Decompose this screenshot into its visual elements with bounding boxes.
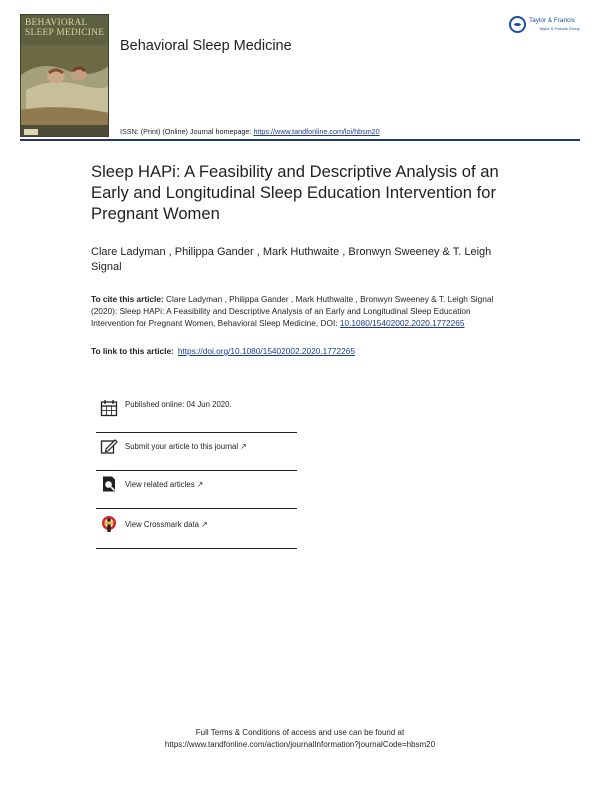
cite-text: Clare Ladyman , Philippa Gander , Mark Huthwaite , Bronwyn Sweeney & T. Leigh Signal (2020): Sleep HAPi: A Feasibility and Descriptive Analysis of an Early and Longitudinal Sleep Education Intervention for Pregnant Women, Behavioral Sleep Medicine, DOI: — [91, 294, 494, 328]
related-articles-label: View related articles — [125, 480, 195, 489]
external-link-icon: ↗ — [196, 480, 204, 489]
article-link-line — [91, 346, 355, 356]
footer-terms-url[interactable]: https://www.tandfonline.com/action/journalInformation?journalCode=hbsm20 — [164, 740, 436, 749]
submit-article-row[interactable] — [96, 433, 297, 471]
issn-text: ISSN: (Print) (Online) Journal homepage: — [120, 127, 254, 136]
edit-icon — [100, 437, 118, 455]
footer-terms-text: Full Terms & Conditions of access and use can be found at — [195, 728, 405, 737]
citation-block — [91, 293, 511, 329]
publisher-logo-icon — [509, 16, 526, 33]
external-link-icon: ↗ — [240, 442, 247, 451]
cover-title-line2: SLEEP MEDICINE — [25, 28, 105, 38]
article-authors: Clare Ladyman , Philippa Gander , Mark Huthwaite , Bronwyn Sweeney & T. Leigh Signal — [91, 246, 492, 273]
published-date: Published online: 04 Jun 2020. — [125, 400, 232, 409]
journal-cover-image — [20, 14, 109, 137]
crossmark-icon — [100, 515, 118, 533]
related-articles-row[interactable] — [96, 471, 297, 509]
publisher-logo-sub: Taylor & Francis Group — [539, 26, 580, 31]
submit-article-label: Submit your article to this journal — [125, 442, 239, 451]
external-link-icon: ↗ — [200, 520, 208, 529]
publisher-logo-text: Taylor & Francis — [529, 17, 575, 24]
cover-title-line1: BEHAVIORAL — [25, 18, 88, 28]
published-row — [96, 395, 297, 433]
submit-article-link[interactable] — [125, 442, 247, 451]
related-articles-icon — [100, 475, 118, 493]
issn-line — [120, 127, 380, 136]
crossmark-label: View Crossmark data — [125, 520, 199, 529]
row-divider — [96, 548, 297, 549]
header-divider — [20, 139, 580, 141]
link-label: To link to this article: — [91, 346, 174, 356]
related-articles-link[interactable] — [125, 480, 203, 489]
journal-homepage-link[interactable]: https://www.tandfonline.com/loi/hbsm20 — [253, 127, 380, 136]
footer — [0, 727, 600, 751]
calendar-icon — [100, 399, 118, 417]
journal-name: Behavioral Sleep Medicine — [120, 38, 292, 54]
cover-title — [25, 18, 107, 38]
cite-doi-link[interactable]: 10.1080/15402002.2020.1772265 — [339, 318, 465, 328]
crossmark-row[interactable] — [96, 511, 297, 549]
cite-label: To cite this article: — [91, 294, 164, 304]
article-title: Sleep HAPi: A Feasibility and Descriptive Analysis of an Early and Longitudinal Sleep Education Intervention for Pregnant Women — [91, 162, 499, 223]
publisher-logo[interactable] — [509, 16, 581, 36]
crossmark-link[interactable] — [125, 520, 208, 529]
row-divider — [96, 508, 297, 509]
article-doi-url[interactable]: https://doi.org/10.1080/15402002.2020.1772265 — [177, 346, 355, 356]
